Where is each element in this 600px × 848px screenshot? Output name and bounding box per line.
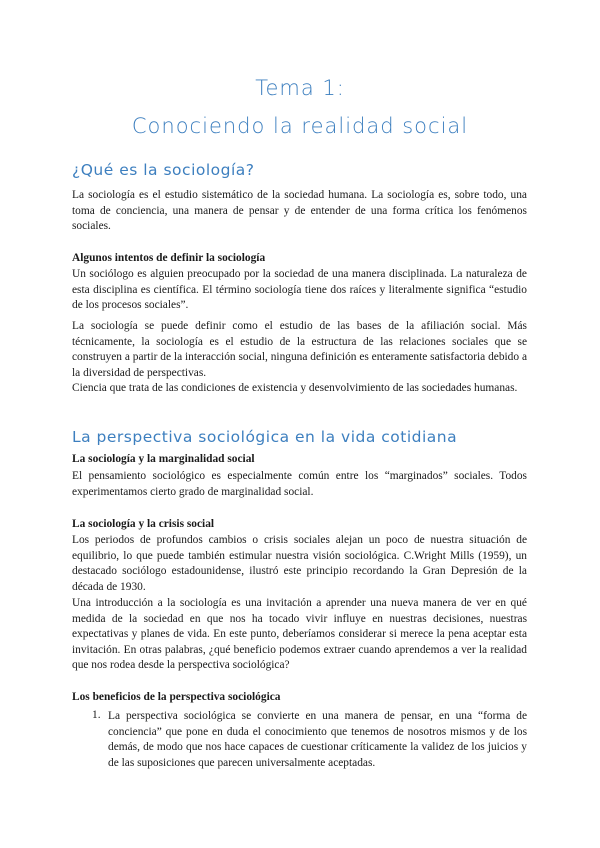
list-item-number: 1. (92, 709, 101, 721)
section-heading-perspectiva: La perspectiva sociológica en la vida cotidiana (72, 428, 458, 446)
subheading-crisis: La sociología y la crisis social (72, 518, 215, 530)
paragraph-definicion-1: Un sociólogo es alguien preocupado por la sociedad de una manera disciplinada. La naturaleza de esta disciplina es científica. El término sociología tiene dos raíces y literalmente significa “estudio de los procesos sociales”. (72, 268, 527, 312)
list-item-text: La perspectiva sociológica se convierte en una manera de pensar, en una “forma de conciencia” que pone en duda el conocimiento que tenemos de nosotros mismos y de los demás, de modo que nos hace capaces de cuestionar críticamente la validez de los juicios y de las suposiciones que parecen universalmente aceptadas. (108, 710, 527, 769)
paragraph-definicion-2: La sociología se puede definir como el estudio de las bases de la afiliación social. Más técnicamente, la sociología es el estudio de la estructura de las relaciones sociales que se construyen a partir de la interacción social, ninguna definición es enteramente satisfactoria debido a la diversidad de perspectivas. (72, 320, 527, 379)
paragraph-crisis-1: Los periodos de profundos cambios o crisis sociales alejan un poco de nuestra situación de equilibrio, lo que puede también estimular nuestra visión sociológica. C.Wright Mills (1959), un destacado sociólogo estadounidense, ilustró este principio recordando la Gran Depresión de la década de 1930. (72, 534, 527, 593)
subheading-intentos: Algunos intentos de definir la sociología (72, 252, 266, 264)
paragraph-definicion-3: Ciencia que trata de las condiciones de existencia y desenvolvimiento de las sociedades humanas. (72, 382, 518, 394)
subheading-marginalidad: La sociología y la marginalidad social (72, 453, 255, 465)
paragraph-marginalidad: El pensamiento sociológico es especialmente común entre los “marginados” sociales. Todos experimentamos cierto grado de marginalidad social. (72, 470, 527, 498)
paragraph-intro: La sociología es el estudio sistemático de la sociedad humana. La sociología es, sobre todo, una toma de conciencia, una manera de pensar y de entender de una forma crítica los fenómenos sociales. (72, 189, 527, 233)
section-heading-que-es: ¿Qué es la sociología? (72, 161, 255, 179)
document-title-line1: Tema 1: (255, 76, 345, 100)
document-title-line2: Conociendo la realidad social (131, 114, 469, 138)
subheading-beneficios: Los beneficios de la perspectiva sociológica (72, 691, 281, 703)
paragraph-crisis-2: Una introducción a la sociología es una invitación a aprender una nueva manera de ver en qué medida de la sociedad en que nos ha tocado vivir influye en nuestras decisiones, nuestras expectativas y planes de vida. En este punto, deberíamos considerar si merece la pena aceptar esta invitación. En otras palabras, ¿qué beneficio podemos extraer cuando aprendemos a ver la realidad que nos rodea desde la perspectiva sociológica? (72, 597, 527, 672)
